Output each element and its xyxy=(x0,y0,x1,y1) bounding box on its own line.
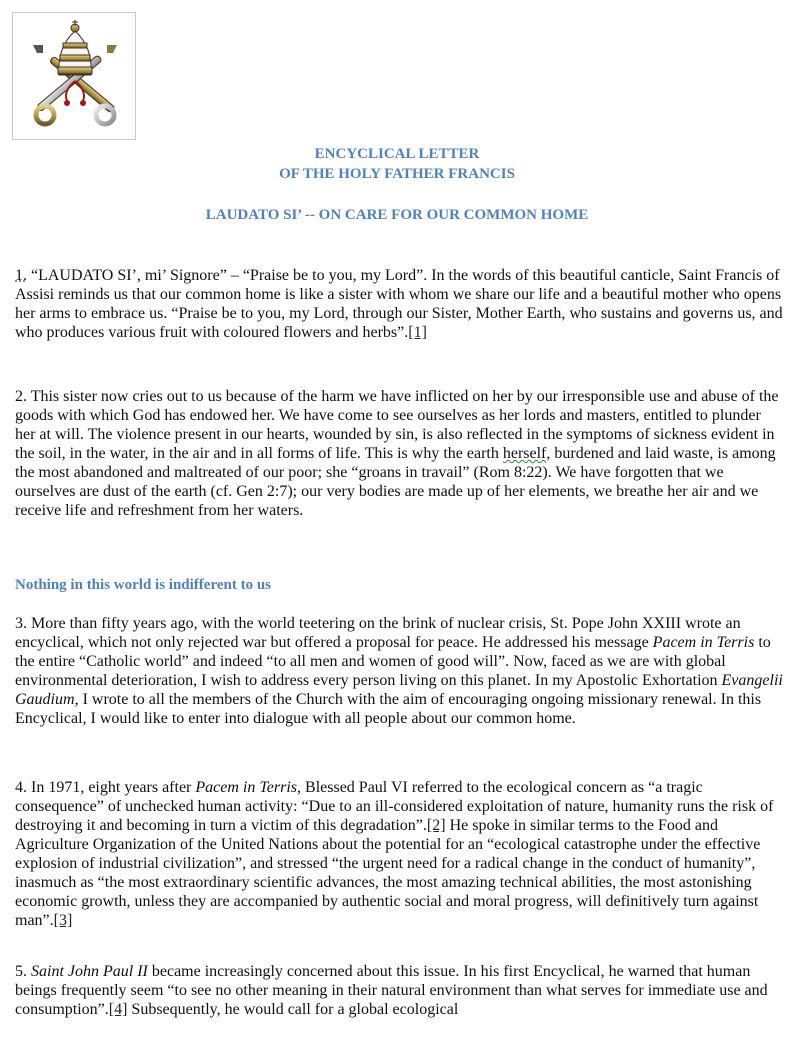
footnote-link[interactable]: [2] xyxy=(426,817,446,834)
paragraph-text: became increasingly concerned about this issue. In his first Encyclical, he warned that human beings frequently seem “to see no other meaning in their natural environment than what serves for immediate use and consumption”. xyxy=(15,963,768,1018)
papal-emblem xyxy=(12,12,136,140)
paragraph-text: to the entire “Catholic world” and indeed “to all men and women of good will”. Now, faced as we are with global environmental deterioration, I wish to address every person living on this planet. In my Apostolic Exhortation xyxy=(15,634,771,689)
paragraph-text: Subsequently, he would call for a global ecological xyxy=(127,1001,459,1018)
paragraph-text: , I wrote to all the members of the Church with the aim of encouraging ongoing missionary renewal. In this Encyclical, I would like to enter into dialogue with all people about our common home. xyxy=(15,691,762,727)
spelling-flag-word: herself xyxy=(502,445,547,462)
title-line-2: OF THE HOLY FATHER FRANCIS xyxy=(279,166,515,182)
paragraph-4 xyxy=(15,778,785,930)
paragraph-number: 4. xyxy=(15,779,27,796)
paragraph-text: This sister now cries out to us because of the harm we have inflicted on her by our irresponsible use and abuse of the goods with which God has endowed her. We have come to see ourselves as her lords and masters, entitled to plunder her at will. The violence present in our hearts, wounded by sin, is also reflected in the symptoms of sickness evident in the soil, in the water, in the air and in all forms of life. This is why the earth xyxy=(15,388,779,462)
paragraph-text: , burdened and laid waste, is among the most abandoned and maltreated of our poor; she “groans in travail” (Rom 8:22). We have forgotten that we ourselves are dust of the earth (cf. Gen 2:7); our very bodies are made up of her elements, we breathe her air and we receive life and refreshment from her waters. xyxy=(15,445,776,519)
paragraph-text: “LAUDATO SI’, mi’ Signore” – “Praise be to you, my Lord”. In the words of this beautiful canticle, Saint Francis of Assisi reminds us that our common home is like a sister with whom we share our life and a beautiful mother who opens her arms to embrace us. “Praise be to you, my Lord, through our Sister, Mother Earth, who sustains and governs us, and who produces various fruit with coloured flowers and herbs”. xyxy=(15,267,783,341)
italic-title: Evangelii Gaudium xyxy=(15,672,783,708)
paragraph-text: More than fifty years ago, with the world teetering on the brink of nuclear crisis, St. Pope John XXIII wrote an encyclical, which not only rejected war but offered a proposal for peace. He addressed his message xyxy=(15,615,741,651)
footnote-link[interactable]: [1] xyxy=(408,324,427,341)
paragraph-number: 1. xyxy=(15,267,27,284)
paragraph-text: Blessed Paul VI referred to the ecological concern as “a tragic consequence” of unchecked human activity: “Due to an ill-considered exploitation of nature, humanity runs the risk of destroying it and becoming in turn a victim of this degradation”. xyxy=(15,779,774,834)
italic-title: Pacem in Terris xyxy=(652,634,755,651)
section-heading: Nothing in this world is indifferent to us xyxy=(15,577,272,593)
paragraph-text: In 1971, eight years after xyxy=(27,779,196,796)
paragraph-number: 3. xyxy=(15,615,27,632)
footnote-link[interactable]: [4] xyxy=(108,1001,128,1018)
paragraph-text: He spoke in similar terms to the Food and Agriculture Organization of the United Nations about the potential for an “ecological catastrophe under the effective explosion of industrial civilization”, and stressed “the urgent need for a radical change in the conduct of humanity”, inasmuch as “the most extraordinary scientific advances, the most amazing technical abilities, the most astonishing economic growth, unless they are accompanied by authentic social and moral progress, will definitively turn against man”. xyxy=(15,817,761,929)
paragraph-number: 2. xyxy=(15,388,27,405)
paragraph-5 xyxy=(15,962,785,1019)
paragraph-2 xyxy=(15,387,785,520)
title-line-1: ENCYCLICAL LETTER xyxy=(314,146,480,162)
document-subtitle: LAUDATO SI’ -- ON CARE FOR OUR COMMON HOME xyxy=(205,207,589,223)
papal-keys-tiara-icon xyxy=(19,17,131,137)
footnote-link[interactable]: [3] xyxy=(53,912,73,929)
paragraph-number: 5. xyxy=(15,963,27,980)
paragraph-3 xyxy=(15,614,785,728)
italic-title: Saint John Paul II xyxy=(31,963,148,980)
italic-title: Pacem in Terris, xyxy=(195,779,302,796)
paragraph-1 xyxy=(15,266,785,342)
